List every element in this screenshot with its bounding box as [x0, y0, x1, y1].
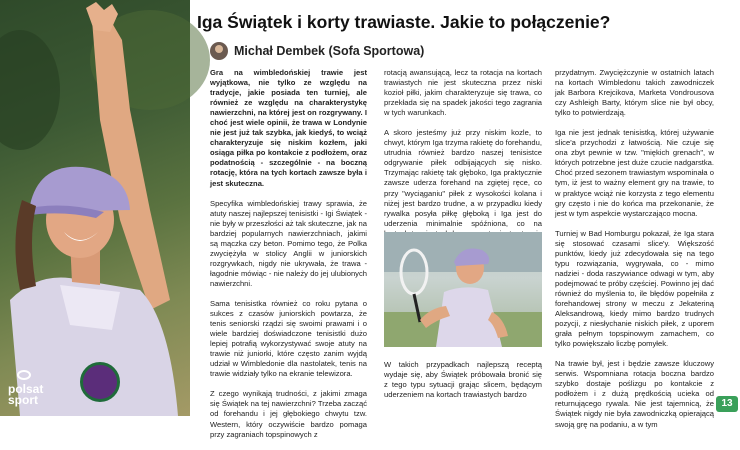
inset-photo [384, 232, 542, 347]
player-with-racket-illustration [384, 232, 542, 347]
player-photo [0, 0, 190, 416]
paragraph: Specyfika wimbledońskiej trawy sprawia, że atuty naszej najlepszej tenisistki - Igi Świątek - nie były w przeszłości aż tak skuteczne, jak na bardziej popularnych nawierzchniach, jakimi są mączka czy beton. Pomimo tego, że Polka zwyciężyła w stolicy Anglii w juniorskich rozgrywkach, nigdy nie ukrywała, że trawa - łagodnie mówiąc - nie należy do jej ulubionych nawierzchni. [210, 198, 367, 288]
author-name: Michał Dembek (Sofa Sportowa) [234, 44, 425, 58]
paragraph: rotacją awansującą, lecz ta rotacja na kortach trawiastych nie jest skuteczna przez niski kozioł piłki, jakim charakteryzuje się trawa, co przekłada się na spadek jakości tego zagrania w tych warunkach. [384, 68, 542, 118]
paragraph: Na trawie był, jest i będzie zawsze kluczowy serwis. Wspomniana rotacja boczna bardzo szybko dostaje poślizgu po kontakcie z podłożem i z dużą prędkością ucieka od returnującego rywala. Nie jest tajemnicą, że Świątek nigdy nie była zawodniczką opierającą swoją grę na podaniu, a w tym [555, 359, 714, 429]
player-illustration [0, 0, 190, 416]
author-byline [210, 42, 424, 60]
paragraph: Sama tenisistka również co roku pytana o sukces z czasów juniorskich powtarza, że tenis seniorski rządzi się swoimi prawami i o wiele bardziej doświadczone tenisistki dużo lepiej potrafią wykorzystywać swoje atuty na trawie niż juniorki, które często zanim wyjdą udział w Wimbledonie dla nastolatek, tenis na trawie widziały tylko na ekranie telewizora. [210, 298, 367, 379]
paragraph: A skoro jesteśmy już przy niskim kozle, to chwyt, którym Iga trzyma rakietę do forehandu, utrudnia również bardzo naszej tenisistce odgrywanie piłek odbijających się nisko. Trzymając rakietę tak głęboko, Iga praktycznie zawsze uderza forehand na zgiętej ręce, co przy "wyciąganiu" piłek z wysokości kolana i niżej jest bardzo trudne, a w przypadku kiedy rywalka posyła piłkę głęboką i Iga jest do uderzenia minimalnie spóźniona, co na [384, 128, 542, 228]
lead-paragraph: Gra na wimbledońskiej trawie jest wyjątkowa, nie tylko ze względu na tradycje, jakie posiada ten turniej, ale również ze względu na charakterystykę nawierzchni, na której jest on rozgrywany. I choć jest wiele opinii, że trawa w Londynie nie jest już tak szybka, jak kiedyś, to wciąż charakteryzuje się niskim kozłem, jaki osiąga piłka po kontakcie z podłożem, oraz podatnością - szczególnie - na boczną rotację, która na tych kortach zawsze była i jest skuteczna. [210, 68, 367, 188]
logo-mark-icon [17, 370, 31, 380]
page-number-badge: 13 [716, 396, 738, 412]
author-avatar [210, 42, 228, 60]
logo-line2: sport [8, 393, 38, 407]
paragraph: Turniej w Bad Homburgu pokazał, że Iga stara się stosować czasami slice'y. Większość punktów, kiedy już zdecydowała się na tego typu rozwiązania, wygrywała, co - mimo nadziei - doda raszywiance odwagi w tym, aby podejmować te próby częściej. Powinno jej dać również do myślenia to, ile błędów popełniła z forehandowej strony w meczu z Jekateriną Aleksandrową, kiedy mimo bardzo trudnych pozycji, z niesłychanie niskich piłek, z uporem grała pełnym topspinowym zamachem, co tylko powiększało liczbę pomyłek. [555, 228, 714, 349]
polsat-sport-logo [8, 370, 43, 406]
paragraph: Z czego wynikają trudności, z jakimi zmaga się Świątek na tej nawierzchni? Trzeba zacząć od forehandu i jej głębokiego chwytu tzw. Western, który oczywiście bardzo pomaga przy zagraniach topspinowych z [210, 389, 367, 439]
article-column-1 [210, 68, 367, 450]
paragraph: Iga nie jest jednak tenisistką, której używanie slice'a przychodzi z łatwością. Nie czuje się ona zbyt pewnie w tzw. "miękich grenach", w których potrzebne jest duże czucie nadgarstka. Choć przed sezonem trawiastym wspominała o tym, iż jest to ważny element gry na trawie, to w praktyce wciąż nie korzysta z tego elementu gry często i nie do końca ma przekonanie, że jest w tym aspekcie wystarczająco mocna. [555, 128, 714, 218]
article-column-2 [384, 68, 542, 259]
paragraph: W takich przypadkach najlepszą receptą wydaje się, aby Świątek próbowała bronić się z tego typu sytuacji grając slicem, będącym uderzeniem na kortach trawiastych bardzo [384, 360, 542, 400]
logo-line1: polsat [8, 382, 44, 396]
wimbledon-badge-icon [80, 362, 120, 402]
article-title: Iga Świątek i korty trawiaste. Jakie to połączenie? [197, 12, 611, 32]
paragraph: przydatnym. Zwyciężczynie w ostatnich latach na kortach Wimbledonu takich zawodniczek jak Barbora Krejcikova, Marketa Vondrousova czy Ashleigh Barty, którym slice nie był obcy, tylko to potwierdzają. [555, 68, 714, 118]
article-column-3 [555, 68, 714, 440]
